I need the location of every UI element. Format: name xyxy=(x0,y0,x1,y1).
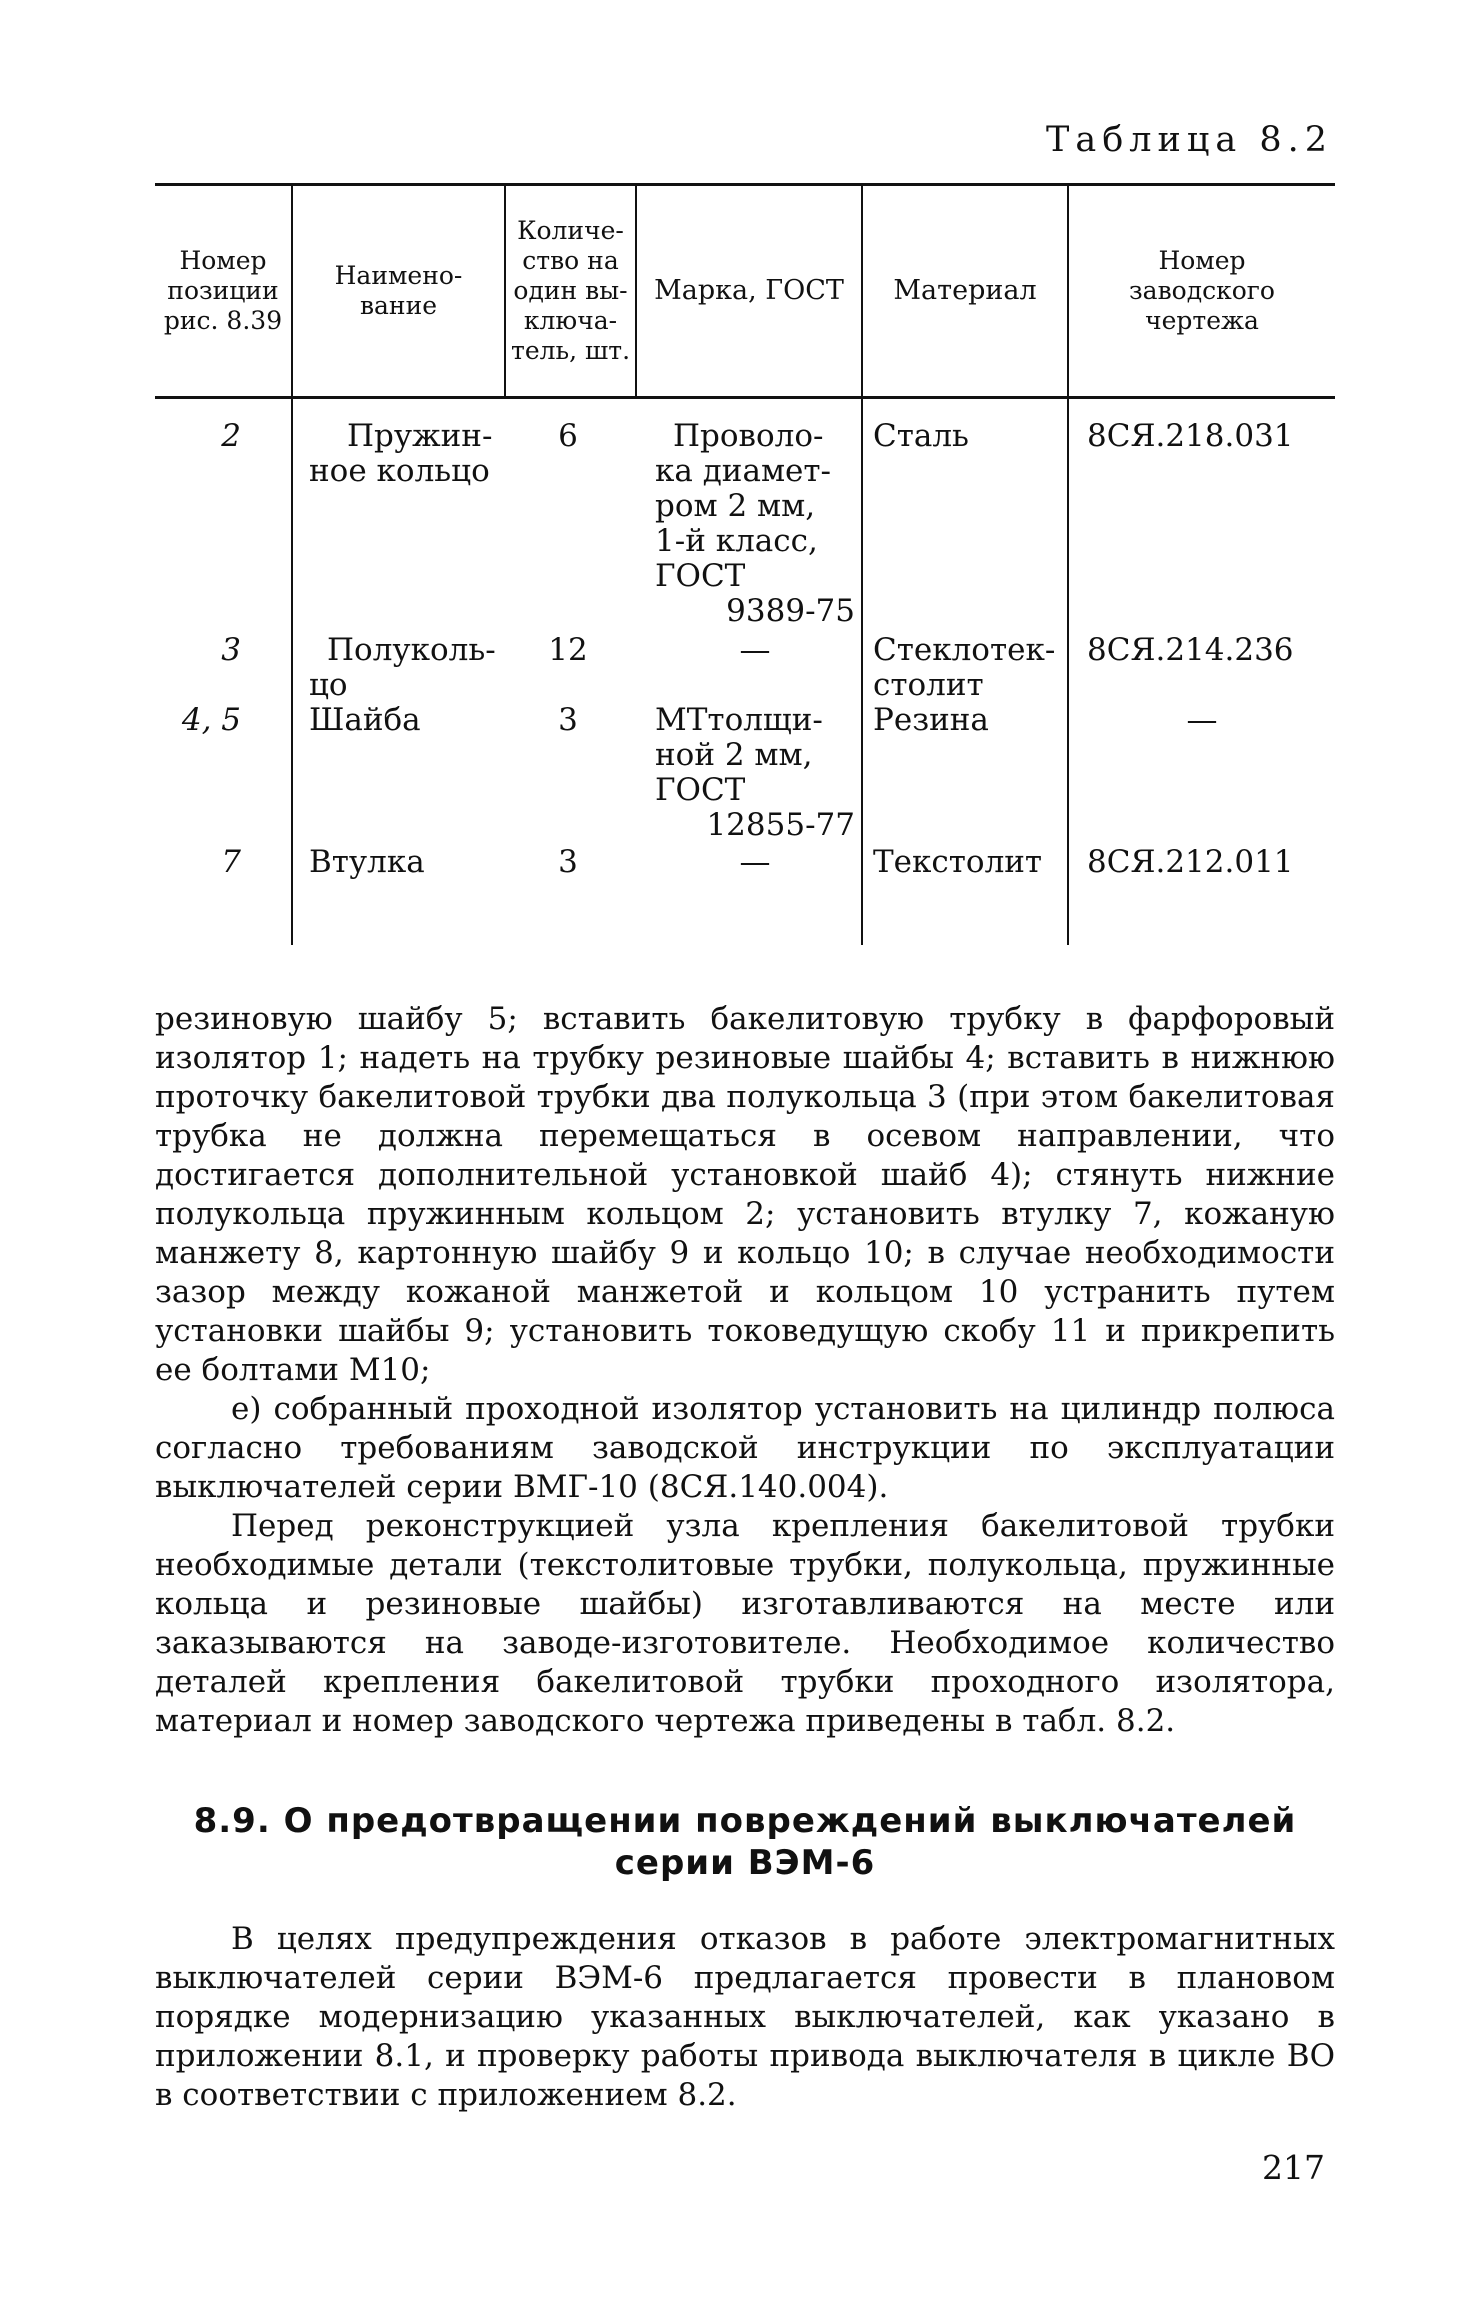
cell-material xyxy=(873,633,1068,703)
header-line: Материал xyxy=(893,275,1037,306)
cell-mark xyxy=(655,633,855,668)
cell-quantity: 12 xyxy=(548,632,588,668)
cell-name xyxy=(309,633,494,703)
cell-material xyxy=(873,703,1068,738)
cell-name xyxy=(309,419,494,489)
cell-line: 1-й класс, xyxy=(655,523,818,559)
table-caption: Таблица 8.2 xyxy=(1045,120,1333,160)
header-line: Марка, ГОСТ xyxy=(654,275,844,306)
cell-line: столит xyxy=(873,667,984,703)
cell-line: Полуколь- xyxy=(327,632,496,668)
paragraph: Перед реконструкцией узла крепления бакелитовой трубки необходимые детали (текстолитовые трубки, полукольца, пружинные кольца и резиновые шайбы) изготавливаются на месте или заказываются на заводе-изготовителе. Необходимое количество деталей крепления бакелитовой трубки проходного изолятора, материал и номер заводского чертежа приведены в табл. 8.2. xyxy=(155,1508,1335,1739)
cell-name xyxy=(309,703,494,738)
paragraph: В целях предупреждения отказов в работе электромагнитных выключателей серии ВЭМ-6 предлагается провести в плановом порядке модернизацию указанных выключателей, как указано в приложении 8.1, и проверку работы привода выключателя в цикле ВО в соответствии с приложением 8.2. xyxy=(155,1921,1335,2113)
cell-quantity: 3 xyxy=(558,844,578,880)
cell-material xyxy=(873,419,1068,454)
header-line: ключа- xyxy=(523,306,618,335)
cell-line: ГОСТ xyxy=(655,772,746,808)
cell-line: Проволо- xyxy=(673,418,824,454)
cell-quantity: 3 xyxy=(558,702,578,738)
header-line: тель, шт. xyxy=(510,336,631,365)
cell-line: МТтолщи- xyxy=(655,702,823,738)
cell-line: 12855-77 xyxy=(706,807,855,843)
cell-line: — xyxy=(739,632,771,668)
cell-line: Шайба xyxy=(309,702,421,738)
header-name xyxy=(293,186,504,396)
cell-mark xyxy=(655,845,855,880)
cell-position: 2 xyxy=(221,418,241,454)
header-line: один вы- xyxy=(513,276,628,305)
cell-drawing: 8СЯ.218.031 xyxy=(1087,418,1294,454)
cell-drawing: 8СЯ.214.236 xyxy=(1087,632,1294,668)
cell-mark xyxy=(655,703,855,843)
cell-line: цо xyxy=(309,667,348,703)
cell-drawing: 8СЯ.212.011 xyxy=(1087,844,1294,880)
header-line: Наимено- xyxy=(334,261,463,290)
header-position xyxy=(155,186,291,396)
section-heading-line: 8.9. О предотвращении повреждений выключателей xyxy=(193,1801,1297,1841)
header-line: Номер xyxy=(179,246,267,275)
header-line: чертежа xyxy=(1145,306,1259,335)
cell-name xyxy=(309,845,494,880)
header-mark xyxy=(637,186,861,396)
table-header-rule xyxy=(155,396,1335,399)
cell-mark xyxy=(655,419,855,629)
cell-position: 3 xyxy=(221,632,241,668)
header-line: Номер xyxy=(1158,246,1246,275)
header-line: Количе- xyxy=(517,216,624,245)
cell-line: Втулка xyxy=(309,844,425,880)
cell-line: Пружин- xyxy=(347,418,493,454)
cell-line: 9389-75 xyxy=(726,593,855,629)
page-number: 217 xyxy=(1262,2148,1325,2187)
cell-line: ное кольцо xyxy=(309,453,490,489)
header-line: ство на xyxy=(522,246,619,275)
section-heading xyxy=(155,1800,1335,1884)
cell-line: Сталь xyxy=(873,418,969,454)
cell-material xyxy=(873,845,1068,880)
cell-line: — xyxy=(739,844,771,880)
cell-line: Резина xyxy=(873,702,989,738)
body-text-block-2 xyxy=(155,1920,1335,2115)
cell-line: ГОСТ xyxy=(655,558,746,594)
cell-position: 7 xyxy=(221,844,241,880)
body-text-block-1 xyxy=(155,1000,1335,1741)
parts-table xyxy=(155,183,1335,945)
cell-line: Текстолит xyxy=(873,844,1043,880)
cell-drawing: — xyxy=(1186,702,1218,738)
header-quantity xyxy=(506,186,635,396)
header-line: рис. 8.39 xyxy=(163,306,283,335)
cell-quantity: 6 xyxy=(558,418,578,454)
cell-line: ром 2 мм, xyxy=(655,488,816,524)
cell-line: Стеклотек- xyxy=(873,632,1056,668)
cell-line: ка диамет- xyxy=(655,453,832,489)
cell-line: ной 2 мм, xyxy=(655,737,813,773)
header-material xyxy=(863,186,1067,396)
header-line: вание xyxy=(359,291,438,320)
header-line: заводского xyxy=(1129,276,1275,305)
paragraph: резиновую шайбу 5; вставить бакелитовую трубку в фарфоровый изолятор 1; надеть на трубку резиновые шайбы 4; вставить в нижнюю проточку бакелитовой трубки два полукольца 3 (при этом бакелитовая трубка не должна перемещаться в осевом направлении, что достигается дополнительной установкой шайб 4); стянуть нижние полукольца пружинным кольцом 2; установить втулку 7, кожаную манжету 8, картонную шайбу 9 и кольцо 10; в случае необходимости зазор между кожаной манжетой и кольцом 10 устранить путем установки шайбы 9; установить токоведущую скобу 11 и прикрепить ее болтами М10; xyxy=(155,1001,1335,1388)
section-heading-line: серии ВЭМ-6 xyxy=(614,1843,876,1883)
cell-position: 4, 5 xyxy=(181,702,241,738)
header-line: позиции xyxy=(167,276,279,305)
paragraph: е) собранный проходной изолятор установить на цилиндр полюса согласно требованиям заводской инструкции по эксплуатации выключателей серии ВМГ-10 (8СЯ.140.004). xyxy=(155,1391,1335,1505)
header-drawing xyxy=(1069,186,1335,396)
